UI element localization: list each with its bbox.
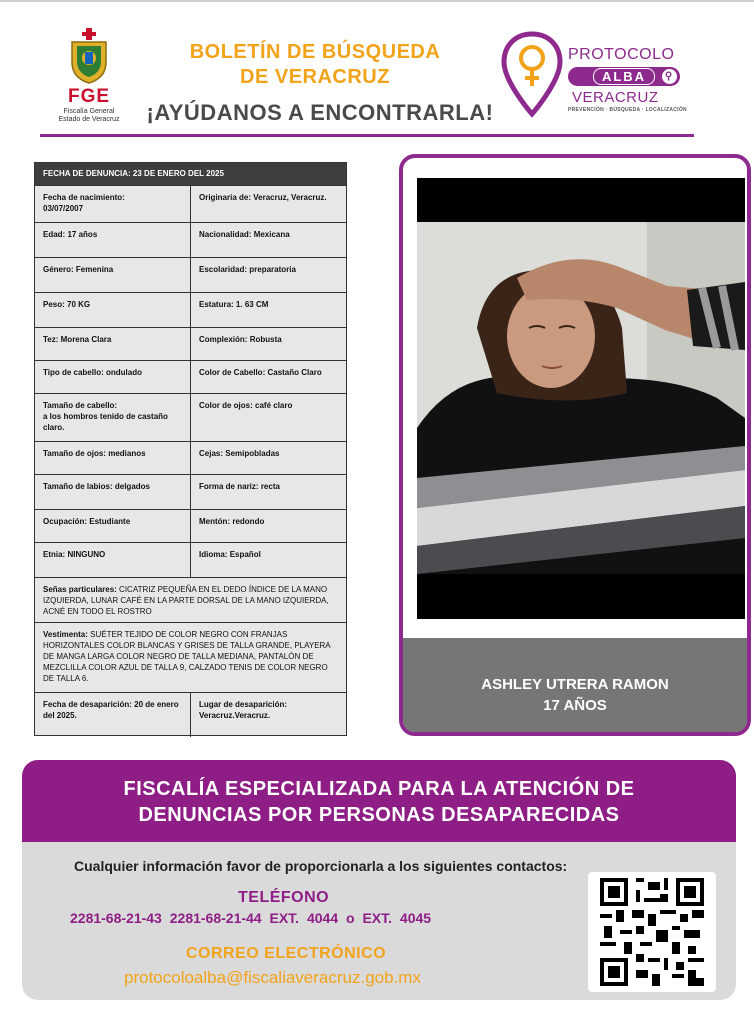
info-cell: Originaria de: Veracruz, Veracruz. xyxy=(199,193,327,202)
table-row xyxy=(35,360,346,393)
info-cell: Escolaridad: preparatoria xyxy=(199,265,296,274)
info-cell: Vestimenta: SUÉTER TEJIDO DE COLOR NEGRO CON FRANJAS HORIZONTALES COLOR BLANCAS Y GRISES DE TALLA GRANDE, PLAYERA DE MANGA LARGA COLOR NEGRO DE TALLA MEDIANA, PANTALÓN DE MEZCLILLA COLOR AZUL DE TALLA 9, CALZADO TENIS DE COLOR NEGRO DE TALLA 6. xyxy=(43,630,331,683)
veracruz-shield-icon xyxy=(66,28,112,84)
person-name-box xyxy=(403,638,747,736)
info-cell: Lugar de desaparición: Veracruz.Veracruz. xyxy=(199,700,288,720)
missing-person-photo xyxy=(417,178,745,619)
top-rule xyxy=(0,0,754,2)
table-row xyxy=(35,185,346,222)
info-cell: Edad: 17 años xyxy=(35,223,191,257)
contact-section xyxy=(22,760,736,1000)
fge-logo-subtitle-1: Fiscalía General xyxy=(63,108,115,115)
table-row xyxy=(35,542,346,577)
info-cell: Idioma: Español xyxy=(199,550,261,559)
table-row xyxy=(35,257,346,292)
info-cell: Mentón: redondo xyxy=(199,517,265,526)
info-cell: Etnia: NINGUNO xyxy=(35,543,191,577)
email-label: CORREO ELECTRÓNICO xyxy=(186,945,387,962)
alba-logo-protocolo: PROTOCOLO xyxy=(568,46,675,63)
bulletin-title-line-1: BOLETÍN DE BÚSQUEDA xyxy=(189,41,441,63)
info-cell: Fecha de nacimiento: 03/07/2007 xyxy=(35,186,191,222)
info-cell: Nacionalidad: Mexicana xyxy=(199,230,290,239)
alba-logo-tagline: PREVENCIÓN · BÚSQUEDA · LOCALIZACIÓN xyxy=(568,107,687,113)
agency-banner-line-2: DENUNCIAS POR PERSONAS DESAPARECIDAS xyxy=(138,804,620,826)
person-age: 17 AÑOS xyxy=(543,697,607,714)
info-cell: Ocupación: Estudiante xyxy=(35,510,191,542)
photo-card xyxy=(399,154,751,736)
alba-logo-pill xyxy=(568,67,680,86)
info-cell: Tamaño de labios: delgados xyxy=(35,475,191,509)
contact-lead-text: Cualquier información favor de proporcionarla a los siguientes contactos: xyxy=(74,858,568,874)
info-cell: Color de ojos: café claro xyxy=(199,401,293,410)
info-cell: Tamaño de ojos: medianos xyxy=(35,442,191,474)
fge-logo xyxy=(52,28,126,128)
table-row xyxy=(35,222,346,257)
table-row-clothing xyxy=(35,622,346,692)
phone-number-link[interactable]: 2281-68-21-43 xyxy=(70,910,162,926)
table-row xyxy=(35,292,346,327)
info-table xyxy=(34,162,347,736)
info-cell: Color de Cabello: Castaño Claro xyxy=(199,368,322,377)
alba-logo-veracruz: VERACRUZ xyxy=(572,89,659,106)
fge-logo-text: FGE xyxy=(67,86,111,107)
bulletin-title xyxy=(150,40,480,90)
slogan: ¡AYÚDANOS A ENCONTRARLA! xyxy=(146,100,494,125)
table-row xyxy=(35,441,346,474)
info-cell: Tez: Morena Clara xyxy=(35,328,191,360)
phone-extension-joiner: o xyxy=(346,910,355,926)
qr-code-icon[interactable] xyxy=(588,872,716,992)
info-cell: Señas particulares: CICATRIZ PEQUEÑA EN EL DEDO ÍNDICE DE LA MANO IZQUIERDA, LUNAR CAFÉ EN LA PARTE DORSAL DE LA MANO IZQUIERDA, ACNÉ EN TODO EL ROSTRO xyxy=(43,585,329,616)
table-row xyxy=(35,327,346,360)
info-cell: Cejas: Semipobladas xyxy=(199,449,280,458)
phone-number-link[interactable]: 2281-68-21-44 xyxy=(169,910,262,926)
fge-logo-subtitle-2: Estado de Veracruz xyxy=(58,116,120,123)
info-cell: Estatura: 1. 63 CM xyxy=(199,300,269,309)
info-cell: Tipo de cabello: ondulado xyxy=(35,361,191,393)
table-row xyxy=(35,509,346,542)
protocolo-alba-logo xyxy=(500,30,700,120)
alba-logo-pill-text: ALBA xyxy=(593,68,655,85)
info-cell: Tamaño de cabello: a los hombros tenido de castaño claro. xyxy=(35,394,191,441)
email-link[interactable]: protocoloalba@fiscaliaveracruz.gob.mx xyxy=(124,968,421,987)
phone-extension: EXT. 4045 xyxy=(362,910,432,926)
info-cell: Género: Femenina xyxy=(35,258,191,292)
location-pin-female-icon xyxy=(500,30,564,120)
agency-banner-line-1: FISCALÍA ESPECIALIZADA PARA LA ATENCIÓN DE xyxy=(123,778,635,800)
info-cell: Fecha de desaparición: 20 de enero del 2025. xyxy=(35,693,191,737)
magnifier-icon: ⚲ xyxy=(662,69,677,84)
table-row-distinguishing-marks xyxy=(35,577,346,622)
table-row xyxy=(35,474,346,509)
header-divider xyxy=(40,134,694,137)
agency-banner xyxy=(22,760,736,842)
phone-label: TELÉFONO xyxy=(238,889,330,906)
phone-extension: EXT. 4044 xyxy=(269,910,339,926)
phone-numbers xyxy=(70,910,431,926)
info-cell: Forma de nariz: recta xyxy=(199,482,280,491)
person-name: ASHLEY UTRERA RAMON xyxy=(481,676,669,693)
bulletin-title-line-2: DE VERACRUZ xyxy=(240,66,390,88)
table-row xyxy=(35,692,346,737)
info-cell: Complexión: Robusta xyxy=(199,335,282,344)
report-date-header: FECHA DE DENUNCIA: 23 DE ENERO DEL 2025 xyxy=(35,163,346,185)
info-cell: Peso: 70 KG xyxy=(35,293,191,327)
table-row xyxy=(35,393,346,441)
